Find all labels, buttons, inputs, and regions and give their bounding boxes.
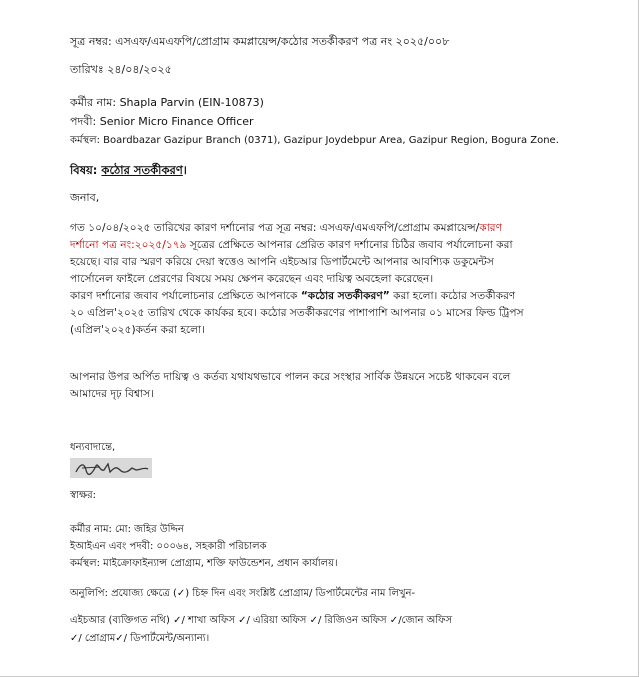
para1-line-6: ২০ এপ্রিল'২০২৫ তারিখ থেকে কার্যকর হবে। কঠোর সতর্কীকরণের পাশাপাশি আপনার ০১ মাসের ফিল্ড ট্রিপস — [70, 307, 524, 319]
para1-line-5-bold: “কঠোর সতর্কীকরণ” — [300, 290, 390, 302]
closing: ধন্যবাদান্তে, — [70, 442, 116, 453]
para1-line-5-tail: করা হলো। কঠোর সতর্কীকরণ — [389, 290, 516, 302]
employee-name: কর্মীর নাম: Shapla Parvin (EIN-10873) — [70, 96, 264, 109]
salutation: জনাব, — [70, 191, 100, 204]
signature-image — [70, 458, 152, 478]
subject-end: । — [182, 163, 187, 177]
subject-line — [70, 162, 187, 178]
para1-line-1-red: কারণ — [479, 222, 502, 234]
para1-line-1 — [70, 220, 502, 236]
signatory-name: কর্মীর নাম: মো: জহির উদ্দিন — [70, 524, 184, 535]
para1-line-4: পার্সোনেল ফাইলে প্রেরণের বিষয়ে সময় ক্ষেপন করেছেন এবং দায়িত্ব অবহেলা করেছেন। — [70, 273, 434, 285]
employee-designation: পদবী: Senior Micro Finance Officer — [70, 115, 254, 128]
signature-scribble — [70, 458, 152, 478]
signatory-workplace: কর্মস্থল: মাইক্রোফাইন্যান্স প্রোগ্রাম, শক্তি ফাউন্ডেশন, প্রধান কার্যালয়। — [70, 558, 338, 569]
para1-line-5-text: কারণ দর্শানোর জবাব পর্যালোচনার প্রেক্ষিতে আপনাকে — [70, 290, 301, 302]
copy-note: অনুলিপি: প্রযোজ্য ক্ষেত্রে (✓) চিহ্ন দিন এবং সংশ্লিষ্ট প্রোগ্রাম/ ডিপার্টমেন্টের নাম লিখুন- — [70, 588, 416, 599]
para1-line-7: (এপ্রিল'২০২৫)কর্তন করা হলো। — [70, 324, 205, 336]
para1-line-5 — [70, 288, 515, 304]
signature-label: স্বাক্ষর: — [70, 490, 96, 501]
distribution-line-2: ✓/ প্রোগ্রাম✓/ ডিপার্টমেন্ট/অন্যান্য। — [70, 633, 210, 644]
employee-workplace: কর্মস্থল: Boardbazar Gazipur Branch (0371), Gazipur Joydebpur Area, Gazipur Region, Bogura Zone. — [70, 135, 559, 146]
signatory-ein-designation: ইআইএন এবং পদবী: ০০০৬৪, সহকারী পরিচালক — [70, 541, 267, 552]
letter-date: তারিখঃ ২৪/০৪/২০২৫ — [70, 63, 172, 76]
para1-line-2-red: দর্শানো পত্র নং:২০২৫/১৭৯ — [70, 239, 187, 251]
distribution-line-1: এইচআর (ব্যক্তিগত নথি) ✓/ শাখা অফিস ✓/ এরিয়া অফিস ✓/ রিজিওন অফিস ✓/জোন অফিস — [70, 615, 453, 626]
subject-text: কঠোর সতর্কীকরণ — [101, 163, 183, 177]
para2-line-1: আপনার উপর অর্পিত দায়িত্ব ও কর্তব্য যথাযথভাবে পালন করে সংস্থার সার্বিক উন্নয়নে সচেষ্ট থাকবেন বলে — [70, 371, 511, 383]
reference-number: সূত্র নম্বর: এসএফ/এমএফপি/প্রোগ্রাম কমপ্লায়েন্স/কঠোর সতর্কীকরণ পত্র নং ২০২৫/০০৮ — [70, 35, 450, 48]
subject-label: বিষয়: — [70, 163, 102, 177]
para1-line-3: হয়েছে। বার বার স্মরণ করিয়ে দেয়া স্বত্তেও আপনি এইচআর ডিপার্টমেন্টে আপনার আবশ্যিক ডকুমেন্টস — [70, 256, 494, 268]
para1-line-1-text: গত ১০/০৪/২০২৫ তারিখের কারণ দর্শানোর পত্র সূত্র নম্বর: এসএফ/এমএফপি/প্রোগ্রাম কমপ্লায়েন্স/ — [70, 222, 480, 234]
para1-line-2-text: সূত্রের প্রেক্ষিতে আপনার প্রেরিত কারণ দর্শানোর চিঠির জবাব পর্যালোচনা করা — [186, 239, 513, 251]
para1-line-2 — [70, 237, 513, 253]
para2-line-2: আমাদের দৃঢ় বিশ্বাস। — [70, 388, 154, 400]
